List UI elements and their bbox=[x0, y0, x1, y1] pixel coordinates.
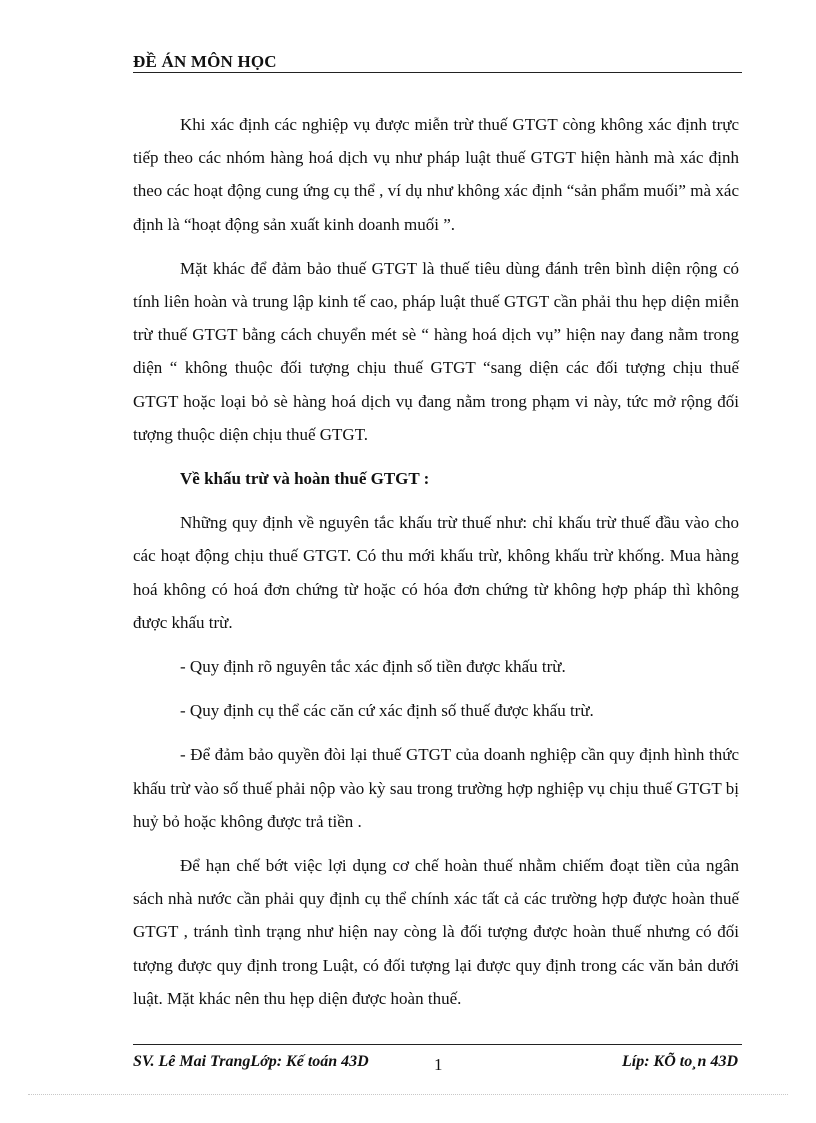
list-item-reclaim-right: - Để đảm bảo quyền đòi lại thuế GTGT của doanh nghiệp cần quy định hình thức khấu trừ vào số thuế phải nộp vào kỳ sau trong trường hợp nghiệp vụ chịu thuế GTGT bị huỷ bỏ hoặc không được trả tiền . bbox=[133, 745, 739, 831]
page-number: 1 bbox=[434, 1055, 443, 1074]
header-title: ĐỀ ÁN MÔN HỌC bbox=[133, 52, 277, 71]
paragraph-exemption-scope: Khi xác định các nghiệp vụ được miễn trừ thuế GTGT còng không xác định trực tiếp theo các nhóm hàng hoá dịch vụ như pháp luật thuế GTGT hiện hành mà xác định theo các hoạt động cung ứng cụ thể , ví dụ như không xác định “sản phẩm muối” mà xác định là “hoạt động sản xuất kinh doanh muối ”. bbox=[133, 115, 739, 234]
section-heading-deduction-refund: Về khấu trừ và hoàn thuế GTGT : bbox=[180, 469, 430, 489]
paragraph-narrow-exemption: Mặt khác để đảm bảo thuế GTGT là thuế tiêu dùng đánh trên bình diện rộng có tính liên hoàn và trung lập kinh tế cao, pháp luật thuế GTGT cần phải thu hẹp diện miễn trừ thuế GTGT bằng cách chuyển mét sè “ hàng hoá dịch vụ” hiện nay đang nằm trong diện “ không thuộc đối tượng chịu thuế GTGT “sang diện các đối tượng chịu thuế GTGT hoặc loại bỏ sè hàng hoá dịch vụ đang nằm trong phạm vi này, tức mở rộng đối tượng thuộc diện chịu thuế GTGT. bbox=[133, 258, 739, 444]
page-bottom-dotted-divider bbox=[28, 1094, 788, 1095]
paragraph-deduction-principles: Những quy định về nguyên tắc khấu trừ thuế như: chỉ khấu trừ thuế đầu vào cho các hoạt động chịu thuế GTGT. Có thu mới khấu trừ, không khấu trừ khống. Mua hàng hoá không có hoá đơn chứng từ hoặc có hóa đơn chứng từ không hợp pháp thì không được khấu trừ. bbox=[133, 513, 739, 632]
page-header bbox=[133, 50, 742, 73]
list-item-deduction-basis: - Quy định cụ thể các căn cứ xác định số thuế được khấu trừ. bbox=[180, 701, 594, 721]
footer-class-info: Líp: KÕ to¸n 43D bbox=[622, 1053, 738, 1070]
footer-student-info: SV. Lê Mai TrangLớp: Kế toán 43D bbox=[133, 1053, 369, 1070]
document-body bbox=[133, 108, 739, 1026]
page-footer bbox=[133, 1044, 742, 1079]
list-item-deduction-amount: - Quy định rõ nguyên tắc xác định số tiền được khấu trừ. bbox=[180, 657, 566, 677]
paragraph-refund-limits: Để hạn chế bớt việc lợi dụng cơ chế hoàn thuế nhằm chiếm đoạt tiền của ngân sách nhà nước cần phải quy định cụ thể chính xác tất cả các trường hợp được hoàn thuế GTGT , tránh tình trạng như hiện nay còng là đối tượng được hoàn thuế nhưng có đối tượng được quy định trong Luật, có đối tượng lại được quy định trong các văn bản dưới luật. Mặt khác nên thu hẹp diện được hoàn thuế. bbox=[133, 856, 739, 1008]
